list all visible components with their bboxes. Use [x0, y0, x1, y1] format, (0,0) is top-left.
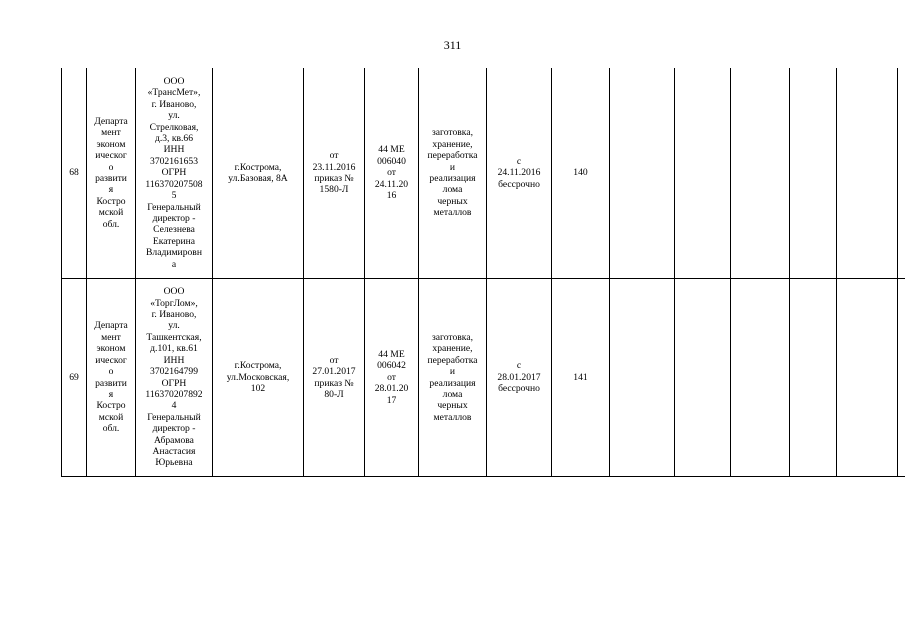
code-cell: 140 [552, 68, 610, 279]
empty-cell [837, 68, 898, 279]
empty-cell [610, 279, 675, 477]
table-row [62, 279, 905, 477]
company-cell: ООО «ТрансМет», г. Иваново, ул. Стрелковая, д.3, кв.66 ИНН 3702161653 ОГРН 116370207508 5 Генеральный директор - Селезнева Екатерина Владимировн а [136, 68, 213, 279]
license-cell: 44 МЕ 006042 от 28.01.20 17 [365, 279, 419, 477]
row-number-cell: 68 [62, 68, 87, 279]
department-cell: Департа мент эконом ическог о развити я Костро мской обл. [87, 68, 136, 279]
empty-cell [898, 68, 905, 279]
address-cell: г.Кострома, ул.Базовая, 8А [213, 68, 304, 279]
term-cell: с 24.11.2016 бессрочно [487, 68, 552, 279]
empty-cell [837, 279, 898, 477]
empty-cell [790, 279, 837, 477]
license-cell: 44 МЕ 006040 от 24.11.20 16 [365, 68, 419, 279]
empty-cell [790, 68, 837, 279]
company-cell: ООО «ТоргЛом», г. Иваново, ул. Ташкентская, д.101, кв.61 ИНН 3702164799 ОГРН 116370207892 4 Генеральный директор - Абрамова Анастасия Юрьевна [136, 279, 213, 477]
order-cell: от 23.11.2016 приказ № 1580-Л [304, 68, 365, 279]
activity-cell: заготовка, хранение, переработка и реализация лома черных металлов [419, 68, 487, 279]
license-registry-table [61, 68, 905, 477]
department-cell: Департа мент эконом ическог о развити я Костро мской обл. [87, 279, 136, 477]
address-cell: г.Кострома, ул.Московская, 102 [213, 279, 304, 477]
empty-cell [731, 68, 790, 279]
table-row [62, 68, 905, 279]
term-cell: с 28.01.2017 бессрочно [487, 279, 552, 477]
code-cell: 141 [552, 279, 610, 477]
empty-cell [898, 279, 905, 477]
page-number: 311 [443, 38, 462, 52]
order-cell: от 27.01.2017 приказ № 80-Л [304, 279, 365, 477]
activity-cell: заготовка, хранение, переработка и реализация лома черных металлов [419, 279, 487, 477]
empty-cell [731, 279, 790, 477]
empty-cell [675, 68, 731, 279]
empty-cell [610, 68, 675, 279]
empty-cell [675, 279, 731, 477]
row-number-cell: 69 [62, 279, 87, 477]
